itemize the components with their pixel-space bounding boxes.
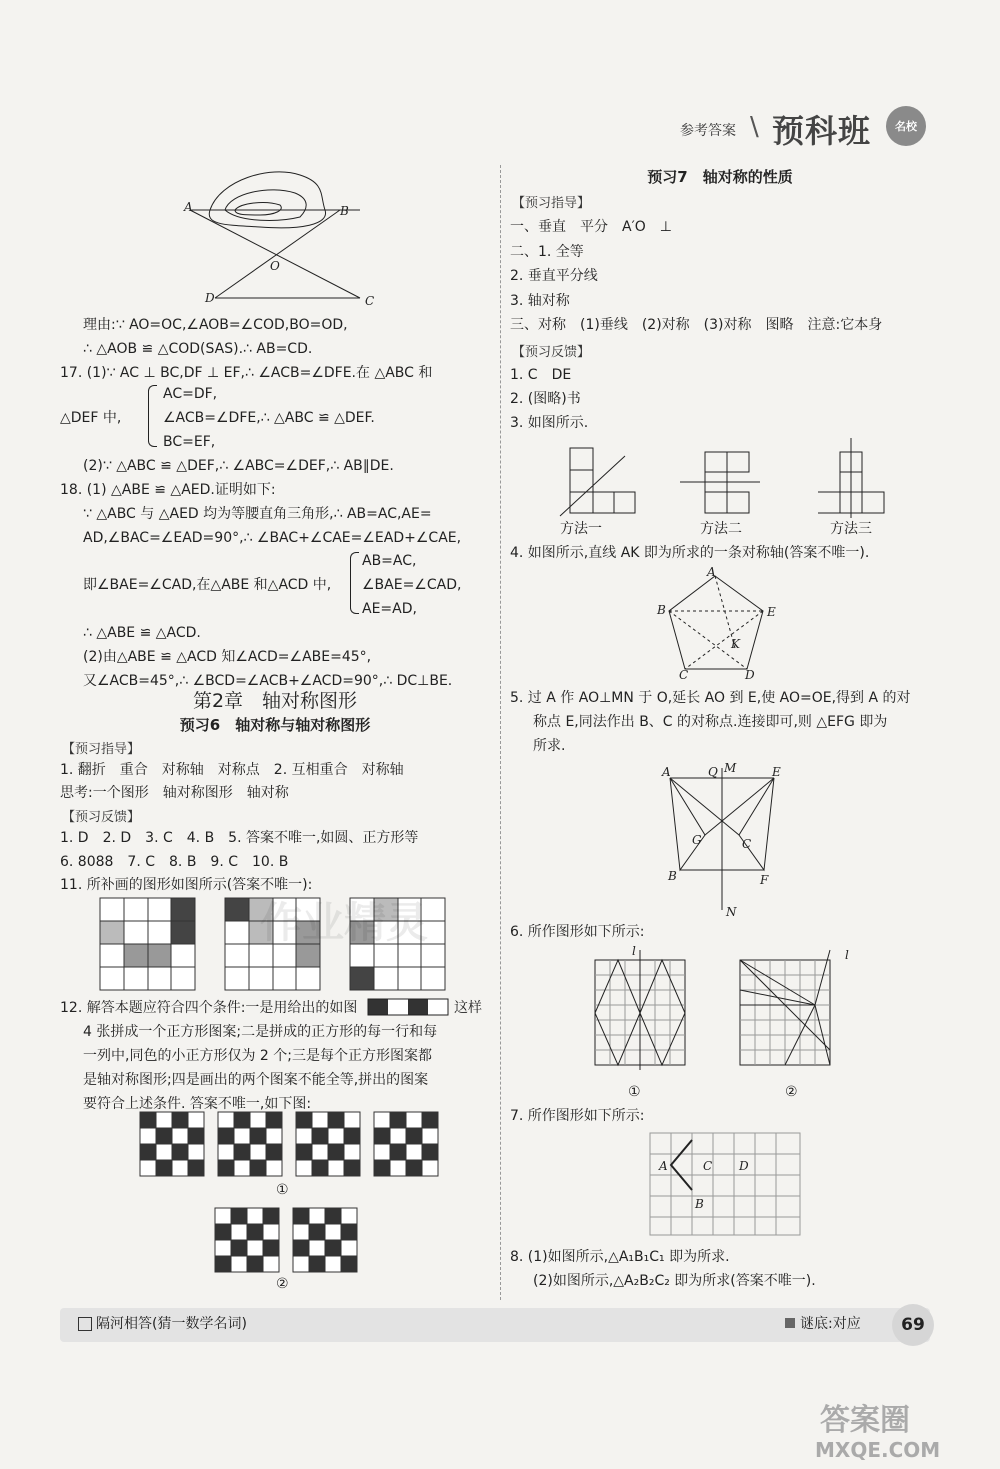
brace (350, 552, 359, 614)
q6-label-l-2: l (845, 948, 849, 962)
guide-left-1: 1. 翻折 重合 对称轴 对称点 2. 互相重合 对称轴 (60, 762, 404, 778)
q18-line4: 即∠BAE=∠CAD,在△ABE 和△ACD 中, (83, 577, 332, 593)
brace (148, 385, 157, 447)
q18-cond3: AE=AD, (362, 601, 417, 617)
pent-label-D: D (745, 668, 755, 682)
checker-pattern (293, 1208, 357, 1272)
section-6-title: 预习6 轴对称与轴对称图形 (179, 716, 371, 734)
square-bullet-icon (785, 1318, 795, 1328)
q7-label-B: B (695, 1197, 704, 1211)
q5-line1: 5. 过 A 作 AO⊥MN 于 O,延长 AO 到 E,使 AO=OE,得到 A 的对 (510, 690, 911, 706)
guide-right-1: 一、垂直 平分 A′O ⊥ (510, 219, 672, 235)
q17-part2: (2)∵ △ABC ≌ △DEF,∴ ∠ABC=∠DEF,∴ AB∥DE. (83, 458, 394, 474)
q5-label-B: B (668, 869, 677, 883)
checker-pattern (374, 1112, 438, 1176)
q18-conclusion: ∴ △ABE ≌ △ACD. (83, 625, 201, 641)
corner-logo-text: 答案圈 (820, 1403, 910, 1438)
conclusion-line: ∴ △AOB ≌ △COD(SAS).∴ AB=CD. (83, 341, 313, 357)
q17-cond2: ∠ACB=∠DFE,∴ △ABC ≌ △DEF. (163, 410, 375, 426)
q5-label-N: N (726, 905, 737, 919)
q18-line3: AD,∠BAC=∠EAD=90°,∴ ∠BAC+∠CAE=∠EAD+∠CAE, (83, 530, 462, 546)
brand-badge: 名校 (886, 106, 926, 146)
q12-patterns-row2 (215, 1208, 365, 1274)
page-number: 69 (892, 1304, 934, 1346)
q5-label-F: F (760, 873, 769, 887)
fig-label-A: A (184, 200, 193, 214)
q17-cond3: BC=EF, (163, 434, 216, 450)
fig-label-O: O (270, 259, 280, 273)
guide-right-3: 2. 垂直平分线 (510, 268, 598, 284)
q5-line2: 称点 E,同法作出 B、C 的对称点.连接即可,则 △EFG 即为 (533, 714, 888, 730)
q4-pentagon-figure (655, 566, 795, 681)
fig-label-D: D (205, 291, 215, 305)
q12-line3: 一列中,同色的小正方形仅为 2 个;三是每个正方形图案都 (83, 1048, 432, 1064)
q12-line5: 要符合上述条件. 答案不唯一,如下图: (83, 1096, 312, 1112)
feedback-right-3: 3. 如图所示. (510, 415, 589, 431)
q5-line3: 所求. (533, 738, 566, 754)
pent-label-C: C (679, 668, 689, 682)
checker-pattern (296, 1112, 360, 1176)
checker-pattern (218, 1112, 282, 1176)
checker-pattern (215, 1208, 279, 1272)
q6-label-l-1: l (632, 944, 636, 958)
q17-line1: 17. (1)∵ AC ⊥ BC,DF ⊥ EF,∴ ∠ACB=∠DFE.在 △ABC 和 (60, 365, 433, 381)
feedback-right-1: 1. C DE (510, 367, 572, 383)
pent-label-B: B (657, 603, 666, 617)
guide-right-2: 二、1. 全等 (510, 244, 584, 260)
q17-cond1: AC=DF, (163, 386, 218, 402)
q7-grid-figure (645, 1128, 805, 1240)
method-2-label: 方法二 (700, 521, 742, 537)
q5-label-M: M (724, 761, 737, 775)
method-1-label: 方法一 (560, 521, 602, 537)
checkbox-icon (78, 1317, 92, 1331)
feedback-right-2: 2. (图略)书 (510, 391, 581, 407)
section-7-title: 预习7 轴对称的性质 (647, 168, 793, 186)
corner-logo-url: MXQE.COM (815, 1438, 941, 1462)
q5-label-C: C (742, 837, 752, 851)
q12-line2: 4 张拼成一个正方形图案;二是拼成的正方形的每一行和每 (83, 1024, 438, 1040)
q7-label-D: D (739, 1159, 749, 1173)
pent-label-E: E (767, 605, 776, 619)
reason-line: 理由:∵ AO=OC,∠AOB=∠COD,BO=OD, (83, 317, 348, 333)
q12-line1: 12. 解答本题应符合四个条件:一是用给出的如图 (60, 1000, 358, 1016)
feedback-left-2: 6. 8088 7. C 8. B 9. C 10. B (60, 854, 289, 870)
checker-pattern (140, 1112, 204, 1176)
guide-right-5: 三、对称 (1)垂线 (2)对称 (3)对称 图略 注意:它本身 (510, 317, 883, 333)
feedback-tag-left: 【预习反馈】 (62, 810, 141, 825)
q3-methods-figures (560, 438, 900, 518)
footer-answer: 谜底:对应 (800, 1316, 861, 1332)
q7-text: 7. 所作图形如下所示: (510, 1108, 645, 1124)
q5-label-G: G (692, 833, 702, 847)
q8-line1: 8. (1)如图所示,△A₁B₁C₁ 即为所求. (510, 1249, 730, 1265)
q12-circ1: ① (276, 1182, 289, 1198)
fig-label-C: C (365, 294, 375, 308)
feedback-tag-right: 【预习反馈】 (512, 345, 591, 360)
q5-reflection-figure (660, 760, 790, 920)
q18-line1: 18. (1) △ABE ≌ △AED.证明如下: (60, 482, 276, 498)
q12-inline-strip (368, 999, 452, 1016)
guide-right-4: 3. 轴对称 (510, 293, 570, 309)
footer-riddle: 隔河相答(猜一数学名词) (96, 1316, 247, 1332)
q4-text: 4. 如图所示,直线 AK 即为所求的一条对称轴(答案不唯一). (510, 545, 870, 561)
fig-label-B: B (340, 204, 349, 218)
q6-text: 6. 所作图形如下所示: (510, 924, 645, 940)
q6-circ2: ② (785, 1084, 798, 1100)
feedback-left-3: 11. 所补画的图形如图所示(答案不唯一): (60, 877, 313, 893)
left-top-figure (180, 165, 375, 315)
feedback-left-1: 1. D 2. D 3. C 4. B 5. 答案不唯一,如圆、正方形等 (60, 830, 419, 846)
method-3-label: 方法三 (830, 521, 872, 537)
pent-label-K: K (731, 637, 740, 651)
q18-cond2: ∠BAE=∠CAD, (362, 577, 462, 593)
brand-logo: 预科班 (772, 112, 872, 150)
header-label: 参考答案 (680, 123, 736, 139)
q12-patterns-row1 (140, 1112, 440, 1178)
q18-part2-line2: 又∠ACB=45°,∴ ∠BCD=∠ACB+∠ACD=90°,∴ DC⊥BE. (83, 673, 453, 689)
q18-cond1: AB=AC, (362, 553, 417, 569)
q5-label-A: A (662, 765, 671, 779)
q8-line2: (2)如图所示,△A₂B₂C₂ 即为所求(答案不唯一). (533, 1273, 816, 1289)
guide-tag-right: 【预习指导】 (512, 196, 591, 211)
q17-line2: △DEF 中, (60, 410, 122, 426)
q7-label-A: A (659, 1159, 668, 1173)
q18-line2: ∵ △ABC 与 △AED 均为等腰直角三角形,∴ AB=AC,AE= (83, 506, 432, 522)
q5-label-E: E (772, 765, 781, 779)
chapter-title: 第2章 轴对称图形 (192, 690, 358, 712)
q12-circ2: ② (276, 1276, 289, 1292)
pent-label-A: A (707, 565, 716, 579)
slash-divider: \ (750, 112, 759, 142)
q18-part2-line1: (2)由△ABE ≌ △ACD 知∠ACD=∠ABE=45°, (83, 649, 372, 665)
guide-tag-left: 【预习指导】 (62, 742, 141, 757)
q6-circ1: ① (628, 1084, 641, 1100)
q5-label-Q: Q (708, 765, 718, 779)
q6-figures (590, 945, 870, 1073)
watermark: 作业精灵 (260, 898, 429, 947)
q12-line1-tail: 这样 (454, 1000, 482, 1016)
guide-left-2: 思考:一个图形 轴对称图形 轴对称 (60, 785, 289, 801)
q7-label-C: C (703, 1159, 713, 1173)
q12-line4: 是轴对称图形;四是画出的两个图案不能全等,拼出的图案 (83, 1072, 429, 1088)
column-divider (500, 165, 501, 1300)
